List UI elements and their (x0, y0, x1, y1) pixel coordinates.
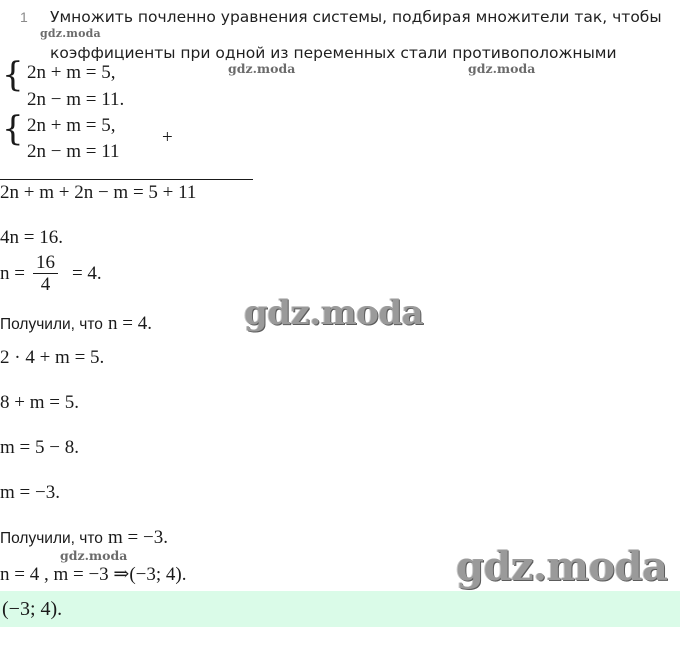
system-eq1: 2n + m = 5, (27, 62, 116, 83)
step-fraction-row (0, 249, 102, 299)
step-8-plus-m: 8 + m = 5. (0, 392, 79, 413)
fraction-denominator: 4 (33, 273, 58, 296)
got-m-line (0, 527, 168, 549)
got-m-text: Получили, что (0, 530, 103, 547)
step-4n: 4n = 16. (0, 227, 63, 248)
step-m-equals-minus3: m = −3. (0, 482, 60, 503)
plus-sign: + (162, 127, 173, 148)
got-n-line (0, 313, 152, 335)
task-text-line2: коэффициенты при одной из переменных стали противоположными (50, 44, 617, 62)
step-substitute: 2 · 4 + m = 5. (0, 347, 105, 368)
fraction-numerator: 16 (35, 251, 55, 273)
got-m-math: m = −3. (107, 527, 168, 548)
watermark-mid-3: gdz.moda (60, 548, 128, 563)
system-brace-bottom: { (2, 109, 24, 149)
watermark-small-top: gdz.moda (40, 27, 101, 40)
fraction (33, 253, 58, 296)
sum-line: 2n + m + 2n − m = 5 + 11 (0, 182, 197, 203)
got-n-math: n = 4. (107, 313, 152, 334)
step-m-equals-5-minus-8: m = 5 − 8. (0, 437, 79, 458)
system-brace-top: { (2, 55, 24, 95)
sum-rule (0, 179, 253, 180)
step-fraction-suffix: = 4. (71, 263, 102, 284)
watermark-large-2: gdz.moda (456, 543, 668, 590)
watermark-large-1: gdz.moda (244, 293, 424, 333)
step-final-pair: n = 4 , m = −3 ⇒(−3; 4). (0, 564, 187, 585)
task-number: 1 (20, 9, 28, 25)
step-fraction-prefix: n = (0, 263, 25, 284)
watermark-mid-1: gdz.moda (228, 61, 296, 76)
system-eq4: 2n − m = 11 (27, 141, 120, 162)
answer: (−3; 4). (2, 598, 63, 620)
task-text-line1: Умножить почленно уравнения системы, подбирая множители так, чтобы (50, 8, 662, 26)
watermark-mid-2: gdz.moda (468, 61, 536, 76)
system-eq3: 2n + m = 5, (27, 115, 116, 136)
got-n-text: Получили, что (0, 316, 103, 333)
system-eq2: 2n − m = 11. (27, 89, 125, 110)
answer-band (0, 591, 680, 627)
